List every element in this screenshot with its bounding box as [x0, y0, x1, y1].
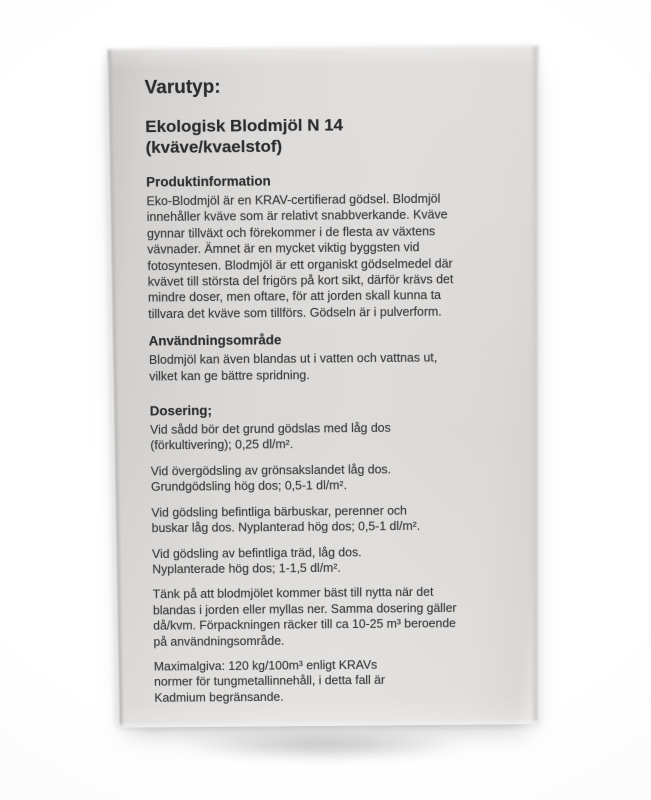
anvandningsomrade-body: Blodmjöl kan även blandas ut i vatten och vattnas ut, vilket kan ge bättre spridning.: [148, 351, 438, 384]
produktinformation-body: Eko-Blodmjöl är en KRAV-certifierad gödsel. Blodmjöl innehåller kväve som är relativt snabbverkande. Kväve gynnar tillväxt och förekommer i de flesta av växtens vävnader. Ämnet är en mycket viktig byggsten vid fotosyntesen. Blodmjöl är ett organiskt gödselmedel där kvävet till största del frigörs på kort sikt, därför krävs det mindre doser, men oftare, för att jorden skall kunna ta tillvara det kväve som tillförs. Gödseln är i pulverform.: [146, 191, 454, 321]
dosering-item-overgodsling: Vid övergödsling av grönsakslandet låg dos. Grundgödsling hög dos; 0,5-1 dl/m².: [150, 462, 392, 494]
dosering-maximalgiva: Maximalgiva: 120 kg/100m³ enligt KRAVs normer för tungmetallinnehåll, i detta fall är Kadmium begränsande.: [153, 658, 386, 705]
dosering-item-barbuskar: Vid gödsling befintliga bärbuskar, perenner och buskar låg dos. Nyplanterad hög dos; 0,5-1 dl/m².: [151, 503, 421, 536]
section-dosering: [150, 401, 515, 706]
dosering-item-trad: Vid gödsling av befintliga träd, låg dos. Nyplanterade hög dos; 1-1,5 dl/m².: [151, 545, 362, 577]
box-floor-shadow: [118, 728, 528, 762]
dosering-item-sadd: Vid sådd bör det grund gödslas med låg dos (förkultivering); 0,25 dl/m².: [149, 421, 391, 453]
product-name: Ekologisk Blodmjöl N 14 (kväve/kvaelstof): [145, 115, 344, 157]
section-produktinformation: [146, 171, 514, 322]
box-label: [106, 44, 540, 728]
fertilizer-box: [106, 44, 540, 728]
varutyp-heading: Varutyp:: [144, 76, 221, 99]
anvandningsomrade-heading: Användningsområde: [148, 332, 282, 349]
dosering-note: Tänk på att blodmjölet kommer bäst till nytta när det blandas i jorden eller myllas ner. Samma dosering gäller då/kvm. Förpackningen räcker till ca 10-25 m³ beroende på användningsområde.: [152, 585, 457, 649]
dosering-heading: Dosering;: [149, 403, 212, 419]
produktinformation-heading: Produktinformation: [146, 173, 271, 190]
section-anvandningsomrade: [149, 331, 515, 385]
